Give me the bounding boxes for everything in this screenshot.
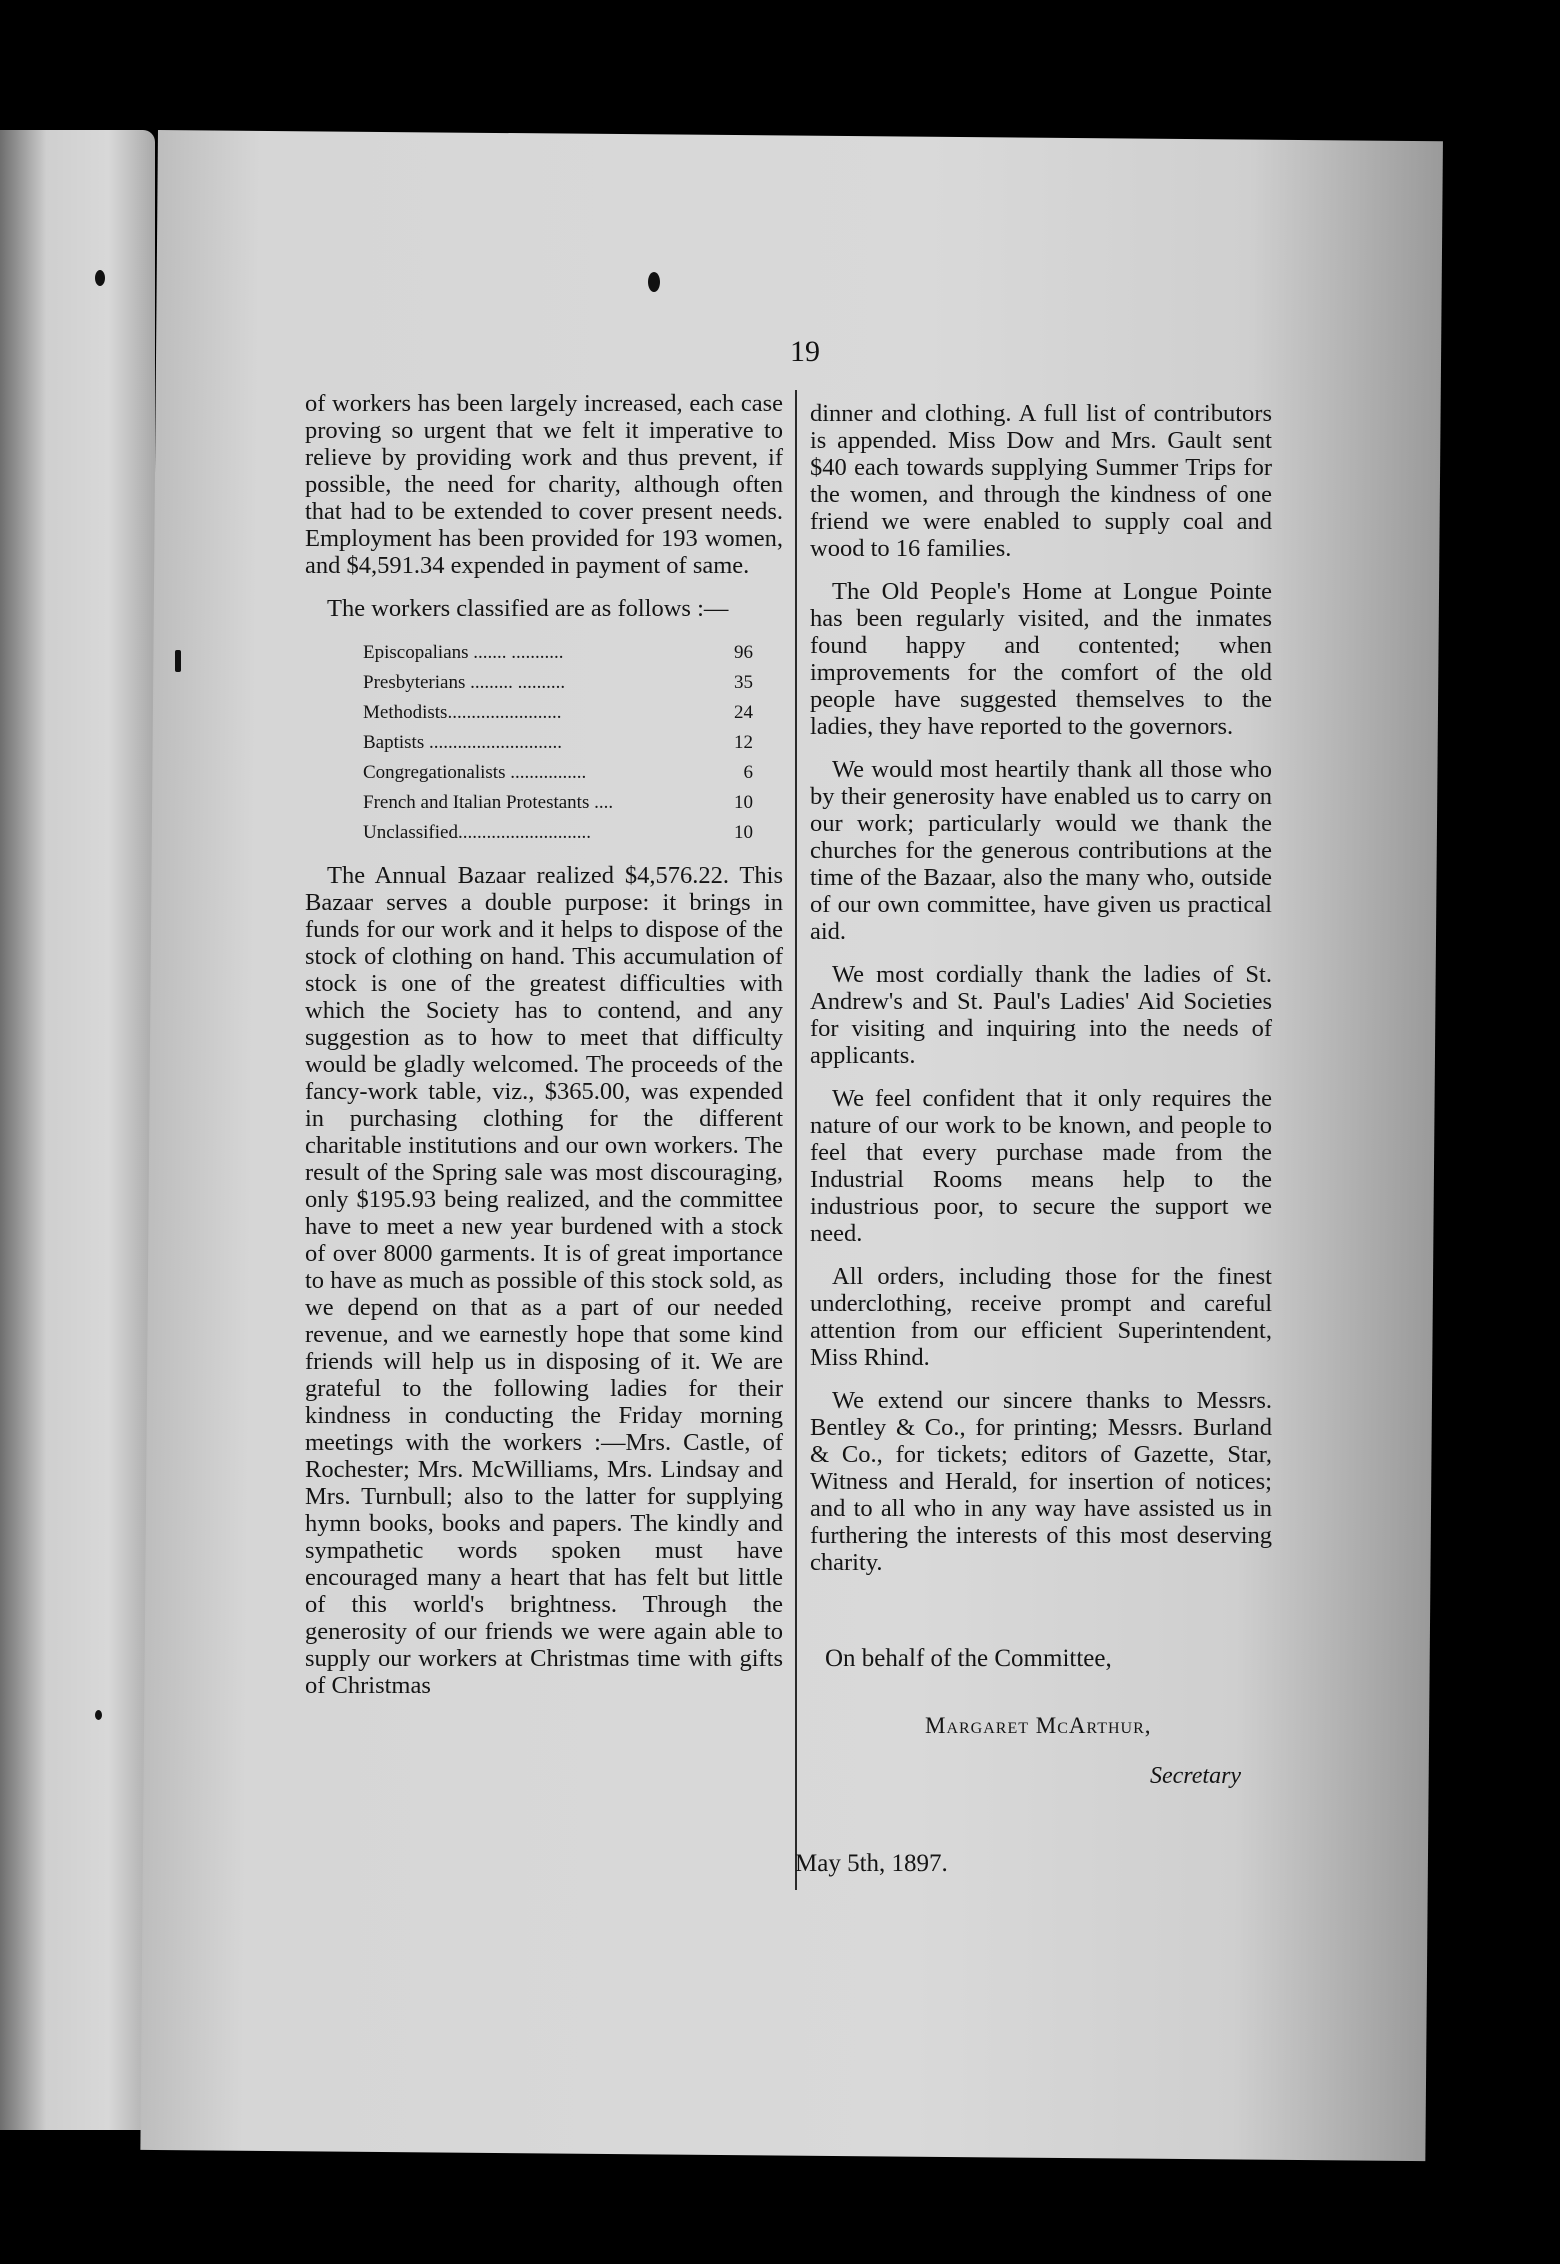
page-number: 19 [790, 335, 820, 368]
paragraph: We extend our sincere thanks to Messrs. Bentley & Co., for printing; Messrs. Burland & Co., for tickets; editors of Gazette, Star, Witness and Herald, for insertion of notices; and to all who in any way have assisted us in furthering the interests of this most deserving charity. [810, 1387, 1272, 1576]
closing-behalf: On behalf of the Committee, [825, 1645, 1112, 1672]
date: May 5th, 1897. [795, 1850, 948, 1877]
list-item: Baptists ............................ 12 [363, 732, 753, 753]
paragraph: We most cordially thank the ladies of St. Andrew's and St. Paul's Ladies' Aid Societies for visiting and inquiring into the needs of applicants. [810, 961, 1272, 1069]
ink-spot [95, 1710, 102, 1720]
list-item: French and Italian Protestants .... 10 [363, 792, 753, 813]
list-item: Unclassified............................ 10 [363, 822, 753, 843]
list-item: Presbyterians ......... .......... 35 [363, 672, 753, 693]
signature-name: Margaret McArthur, [925, 1713, 1152, 1738]
ink-spot [175, 650, 181, 672]
list-item: Methodists........................ 24 [363, 702, 753, 723]
paragraph: dinner and clothing. A full list of contributors is appended. Miss Dow and Mrs. Gault sent $40 each towards supplying Summer Trips for the women, and through the kindness of one friend we were enabled to supply coal and wood to 16 families. [810, 400, 1272, 562]
list-item: Congregationalists ................ 6 [363, 762, 753, 783]
signature-title: Secretary [1150, 1763, 1242, 1789]
list-item: Episcopalians ....... ........... 96 [363, 642, 753, 663]
paragraph: All orders, including those for the finest underclothing, receive prompt and careful attention from our efficient Superintendent, Miss Rhind. [810, 1263, 1272, 1371]
right-column [810, 400, 1272, 1576]
paragraph: The Annual Bazaar realized $4,576.22. This Bazaar serves a double purpose: it brings in funds for our work and it helps to dispose of the stock of clothing on hand. This accumulation of stock is one of the greatest difficulties with which the Society has to contend, and any suggestion as to how to meet that difficulty would be gladly welcomed. The proceeds of the fancy-work table, viz., $365.00, was expended in purchasing clothing for the different charitable institutions and our own workers. The result of the Spring sale was most discouraging, only $195.93 being realized, and the committee have to meet a new year burdened with a stock of over 8000 garments. It is of great importance to have as much as possible of this stock sold, as we depend on that as a part of our needed revenue, and we earnestly hope that some kind friends will help us in disposing of it. We are grateful to the following ladies for their kindness in conducting the Friday morning meetings with the workers :—Mrs. Castle, of Rochester; Mrs. McWilliams, Mrs. Lindsay and Mrs. Turnbull; also to the latter for supplying hymn books, books and papers. The kindly and sympathetic words spoken must have encouraged many a heart that has felt but little of this world's brightness. Through the generosity of our friends we were again able to supply our workers at Christmas time with gifts of Christmas [305, 862, 783, 1699]
classification-list [363, 638, 753, 848]
paragraph: of workers has been largely increased, each case proving so urgent that we felt it imperative to relieve by providing work and thus prevent, if possible, the need for charity, although often that had to be extended to cover present needs. Employment has been provided for 193 women, and $4,591.34 expended in payment of same. [305, 390, 783, 579]
classification-intro: The workers classified are as follows :— [327, 595, 729, 622]
ink-spot [648, 272, 660, 292]
paragraph: We would most heartily thank all those who by their generosity have enabled us to carry on our work; particularly would we thank the churches for the generous contributions at the time of the Bazaar, also the many who, outside of our own committee, have given us practical aid. [810, 756, 1272, 945]
paragraph: We feel confident that it only requires the nature of our work to be known, and people to feel that every purchase made from the Industrial Rooms means help to the industrious poor, to secure the support we need. [810, 1085, 1272, 1247]
left-column [305, 390, 783, 1699]
paragraph: The Old People's Home at Longue Pointe has been regularly visited, and the inmates found happy and contented; when improvements for the comfort of the old people have suggested themselves to the ladies, they have reported to the governors. [810, 578, 1272, 740]
column-divider [795, 390, 797, 1890]
facing-page-edge [0, 130, 155, 2130]
ink-spot [95, 270, 105, 286]
